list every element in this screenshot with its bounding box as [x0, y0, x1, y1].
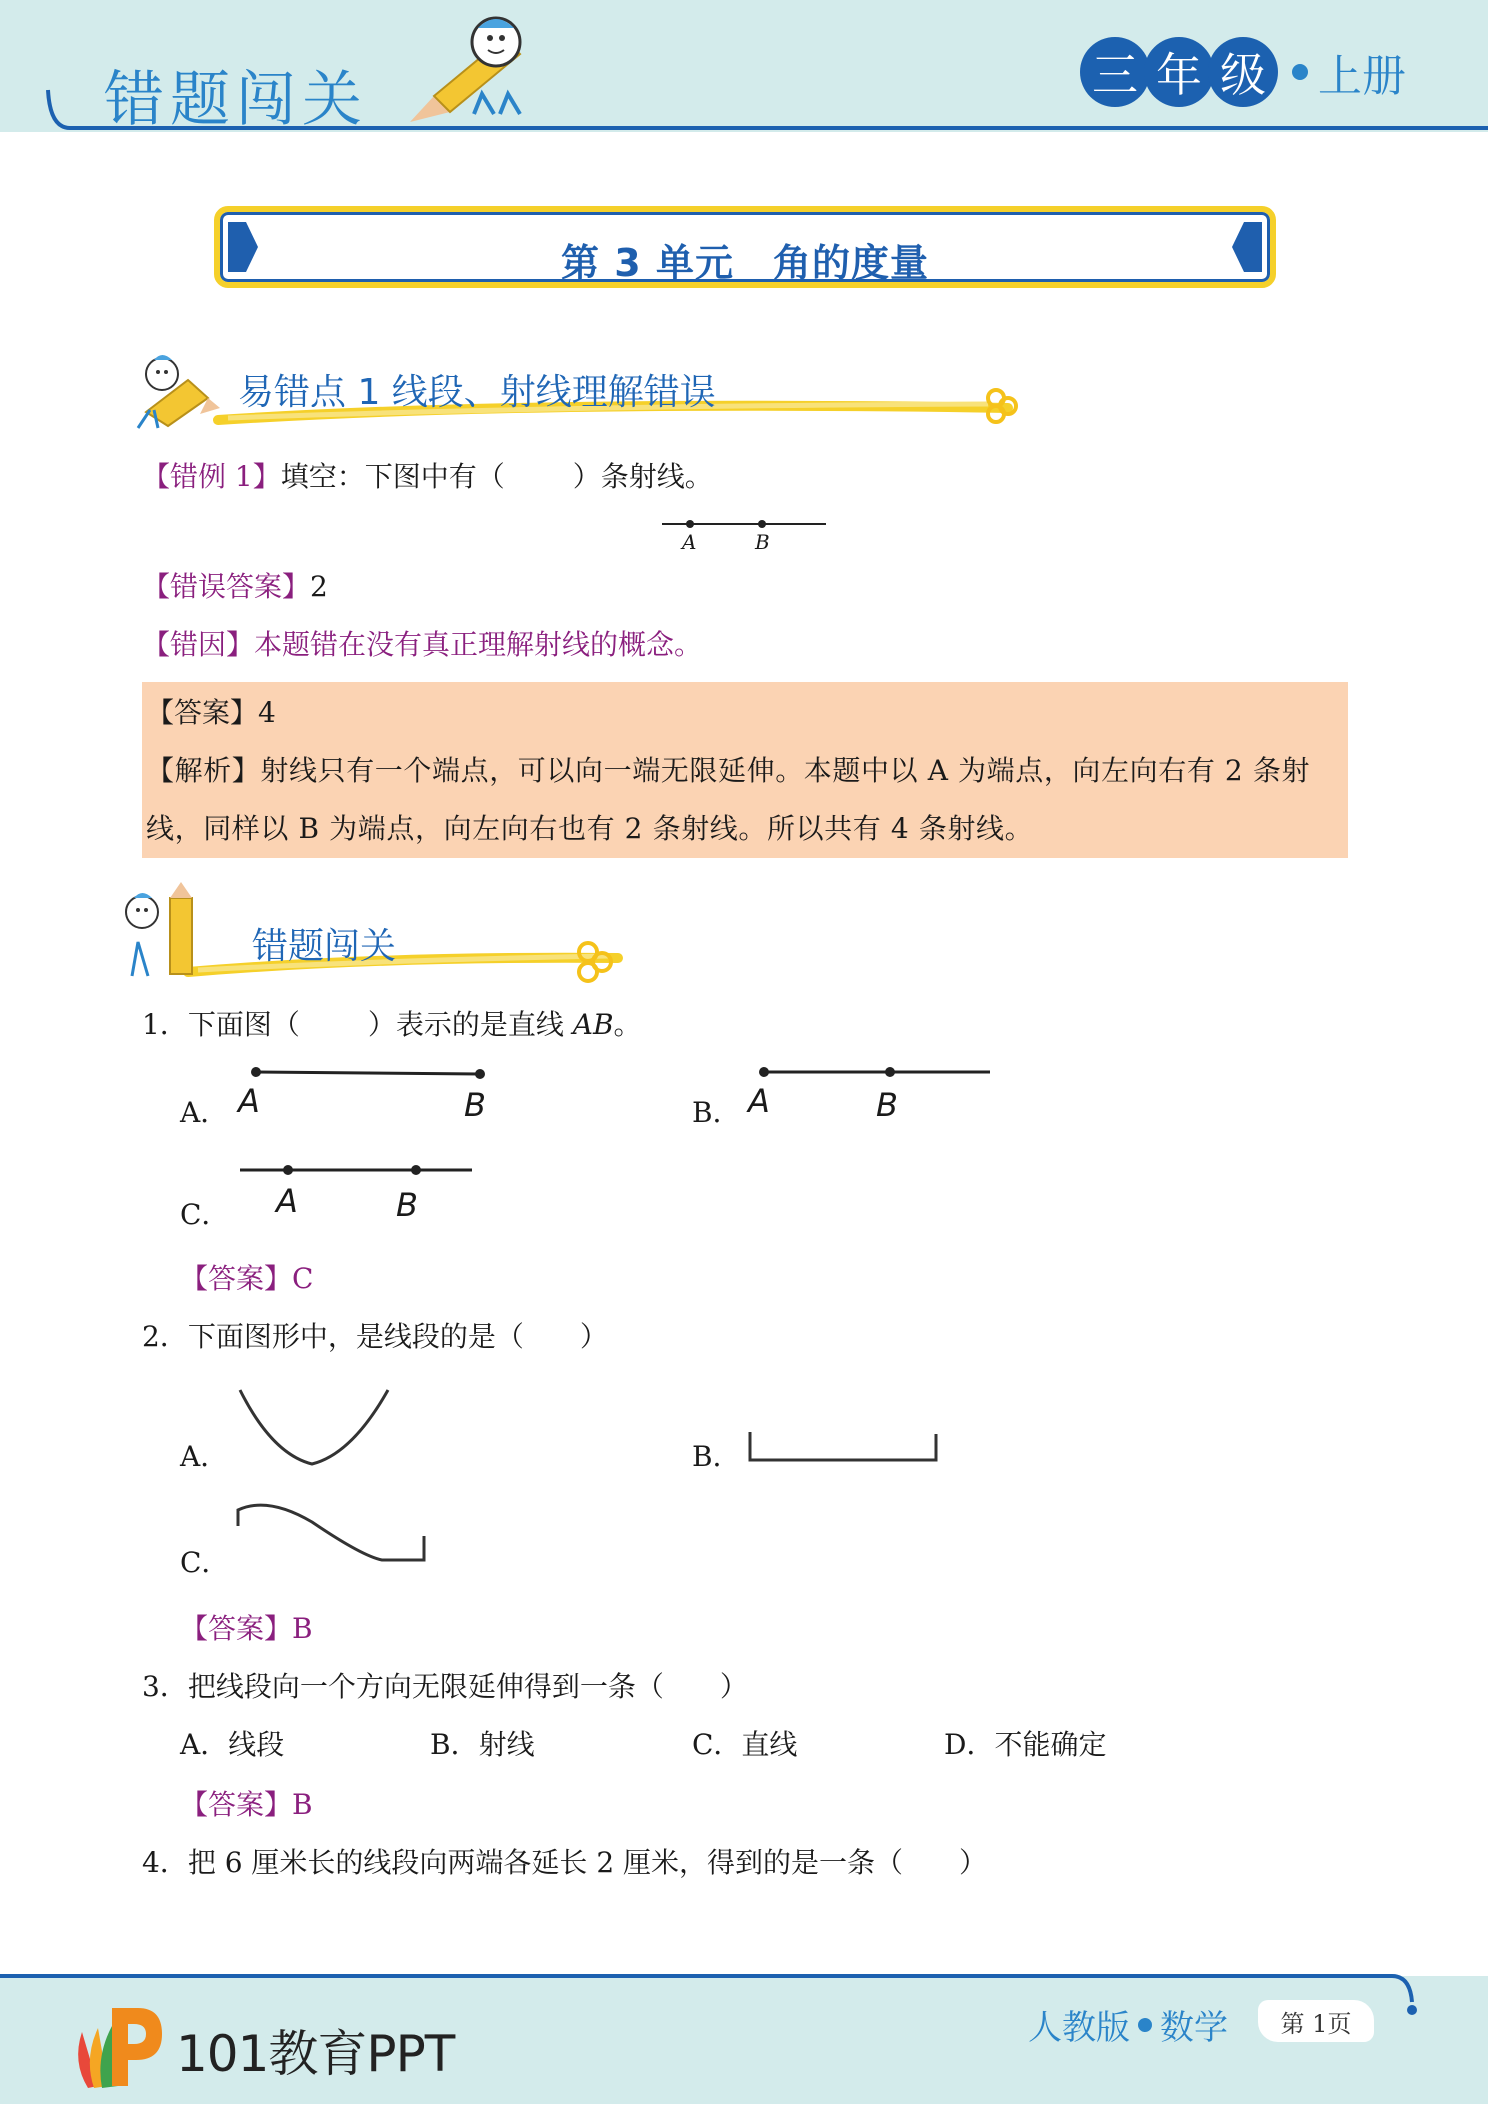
- analysis-text: 射线只有一个端点，可以向一端无限延伸。本题中以 A 为端点，向左向右有 2 条射: [260, 754, 1311, 787]
- wave-figure: [232, 1496, 432, 1576]
- question-3-answer: [180, 1788, 313, 1822]
- analysis-tag: 【解析】: [146, 754, 261, 787]
- error-cause-text: 本题错在没有真正理解射线的概念。: [254, 628, 703, 661]
- answer-tag: 【答案】: [146, 696, 259, 729]
- choice-option: C．直线: [692, 1728, 798, 1761]
- curve-figure: [232, 1384, 402, 1470]
- option-label: A．: [180, 1440, 229, 1473]
- grade-char: 三: [1080, 37, 1150, 107]
- question-text: ）条射线。: [572, 460, 713, 493]
- error-cause-tag: 【错因】: [142, 628, 255, 661]
- edition-label: 人教版: [1028, 2008, 1130, 2048]
- question-1-stem: [142, 1008, 642, 1042]
- ray-figure: [744, 1058, 1004, 1128]
- question-text: ）表示的是直线: [367, 1008, 573, 1041]
- question-text: 1．下面图（: [142, 1008, 300, 1041]
- option-label: C．: [180, 1198, 230, 1231]
- analysis-line: [146, 754, 1310, 788]
- question-text: 。: [613, 1008, 642, 1041]
- wrong-answer-tag: 【错误答案】: [142, 570, 311, 603]
- point-label: B: [396, 1186, 418, 1224]
- point-label: B: [876, 1086, 898, 1124]
- choice-option: B．射线: [430, 1728, 535, 1761]
- choice-option: D．不能确定: [944, 1728, 1107, 1761]
- page-number: 第 1页: [1258, 2000, 1374, 2042]
- term-label: 上册: [1318, 51, 1406, 102]
- point-label: A: [276, 1182, 298, 1220]
- answer-value: B: [292, 1788, 313, 1821]
- section-title: 易错点 1 线段、射线理解错误: [238, 372, 716, 413]
- grade-char: 年: [1144, 37, 1214, 107]
- grade-badge: [1080, 36, 1406, 108]
- answer-tag: 【答案】: [180, 1262, 293, 1295]
- point-label: B: [755, 530, 770, 554]
- edition-subject: [1028, 2000, 1228, 2049]
- option-label: A．: [180, 1096, 229, 1129]
- wrong-answer-value: 2: [310, 570, 328, 603]
- ray-figure: [660, 510, 830, 558]
- section-heading-mistake-point: [128, 350, 1028, 430]
- separator-dot: [1138, 2018, 1152, 2032]
- answer-line: [146, 696, 276, 730]
- question-text: 填空：下图中有（: [280, 460, 505, 493]
- answer-value: C: [292, 1262, 314, 1295]
- answer-analysis-box: [142, 682, 1348, 858]
- grade-char: 级: [1208, 37, 1278, 107]
- point-label: B: [464, 1086, 486, 1124]
- choice-option: A．线段: [180, 1728, 285, 1761]
- question-1-answer: [180, 1262, 313, 1296]
- point-label: A: [748, 1082, 770, 1120]
- unit-title: 第 3 单元 角的度量: [561, 241, 929, 285]
- analysis-line: [146, 812, 1033, 846]
- section-title: 错题闯关: [252, 926, 397, 967]
- example-question: [142, 460, 713, 494]
- brand-logo-text: 101教育PPT: [176, 2025, 455, 2083]
- option-label: C．: [180, 1546, 230, 1579]
- answer-value: B: [292, 1612, 313, 1645]
- question-3-stem: 3．把线段向一个方向无限延伸得到一条（ ）: [142, 1670, 748, 1703]
- question-4-stem: 4．把 6 厘米长的线段向两端各延长 2 厘米，得到的是一条（ ）: [142, 1846, 988, 1879]
- answer-tag: 【答案】: [180, 1788, 293, 1821]
- unit-banner: [214, 206, 1276, 288]
- separator-dot: [1292, 64, 1308, 80]
- answer-value: 4: [258, 696, 276, 729]
- question-2-answer: [180, 1612, 313, 1646]
- question-text: AB: [572, 1008, 614, 1041]
- segment-figure: [236, 1058, 496, 1128]
- line-figure: [236, 1156, 476, 1230]
- question-2-stem: 2．下面图形中，是线段的是（ ）: [142, 1320, 608, 1353]
- brand-logo-icon: [68, 2002, 164, 2092]
- subject-label: 数学: [1160, 2008, 1228, 2048]
- error-cause: [142, 628, 702, 662]
- header-title: 错题闯关: [104, 65, 368, 135]
- point-label: A: [238, 1082, 260, 1120]
- bracket-segment-figure: [744, 1426, 944, 1468]
- wrong-answer: [142, 570, 328, 604]
- option-label: B．: [692, 1096, 741, 1129]
- answer-tag: 【答案】: [180, 1612, 293, 1645]
- pencil-mascot-icon: [404, 14, 554, 126]
- option-label: B．: [692, 1440, 741, 1473]
- example-tag: 【错例 1】: [142, 460, 281, 493]
- section-heading-practice: [118, 876, 638, 986]
- analysis-text: 线，同样以 B 为端点，向左向右也有 2 条射线。所以共有 4 条射线。: [146, 812, 1034, 845]
- point-label: A: [682, 530, 697, 554]
